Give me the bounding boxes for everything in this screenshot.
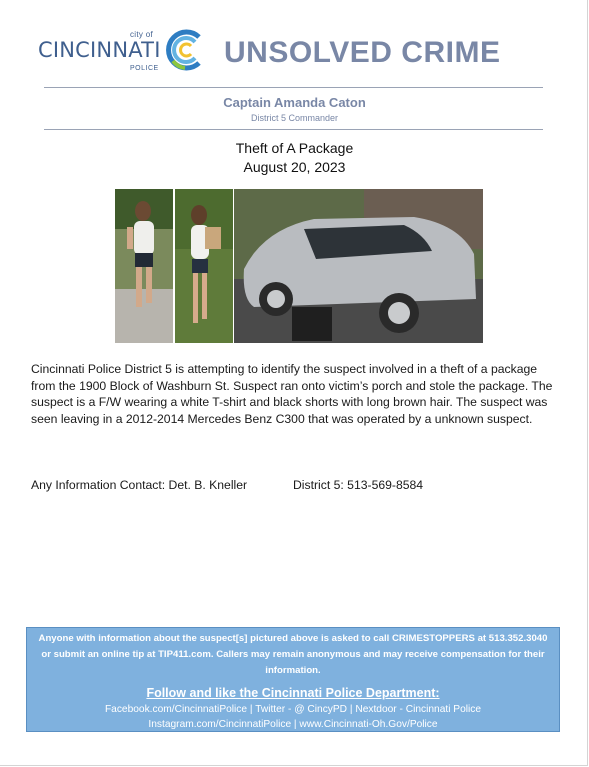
suspect-vehicle-photo: [234, 189, 483, 343]
header-divider-bottom: [44, 129, 543, 130]
captain-role: District 5 Commander: [250, 113, 339, 123]
contact-detective: Any Information Contact: Det. B. Kneller: [31, 478, 248, 492]
social-links-line-1[interactable]: Facebook.com/CincinnatiPolice | Twitter - @ CincyPD | Nextdoor - Cincinnati Police: [104, 704, 482, 715]
case-description: Cincinnati Police District 5 is attempting to identify the suspect involved in a theft of a package from the 1900 Block of Washburn St. Suspect ran onto victim’s porch and stole the package. The suspect is a F/W wearing a white T-shirt and black shorts with long brown hair. The suspect was seen leaving in a 2012-2014 Mercedes Benz C300 that was operated by a unknown suspect.: [31, 362, 553, 426]
suspect-photo-carrying-package: [175, 189, 233, 343]
surveillance-photos: [115, 189, 483, 343]
logo-city-of: city of: [130, 30, 153, 39]
page-title: UNSOLVED CRIME: [224, 36, 501, 69]
suspect-photo-walking: [115, 189, 173, 343]
logo-police: POLICE: [130, 65, 159, 72]
logo-wordmark: CINCINNATI: [38, 38, 161, 62]
crimestoppers-tip: Anyone with information about the suspect[s] pictured above is asked to call CRIMESTOPPERS at 513.352.3040 or submit an online tip at TIP411.com. Callers may remain anonymous and may receive compensation for their information.: [38, 633, 548, 676]
social-links: [27, 702, 559, 732]
social-links-line-2[interactable]: Instagram.com/CincinnatiPolice | www.Cincinnati-Oh.Gov/Police: [148, 719, 438, 730]
crimestoppers-footer: [26, 627, 560, 732]
captain-name: Captain Amanda Caton: [223, 95, 366, 110]
district-phone: District 5: 513-569-8584: [293, 478, 424, 492]
case-title: Theft of A Package: [235, 140, 354, 156]
follow-heading: Follow and like the Cincinnati Police Department:: [146, 686, 440, 700]
logo-c-icon: [161, 27, 207, 73]
header-divider-top: [44, 87, 543, 88]
cincinnati-police-logo: [38, 30, 208, 76]
case-date: August 20, 2023: [243, 159, 346, 175]
